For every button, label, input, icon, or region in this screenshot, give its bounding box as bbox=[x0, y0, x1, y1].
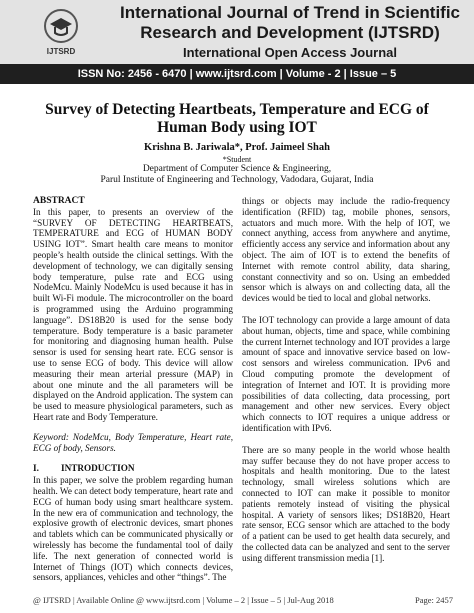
right-paragraph-2: The IOT technology can provide a large amount of data about human, objects, time and space, while combining the current Internet technology and IOT provides a large amount of space and innovative service based on low-cost sensors and wireless communication. IPv6 and Cloud computing promote the development of integration of Internet and IOT. It is providing more possibilities of data collecting, data processing, port management and other new services. Every object which connects to IOT requires a unique address or identification with IPv6. bbox=[242, 314, 450, 433]
affiliation-line-1: Department of Computer Science & Engineering, bbox=[142, 164, 332, 174]
journal-subtitle: International Open Access Journal bbox=[182, 45, 398, 60]
footer-citation: @ IJTSRD | Available Online @ www.ijtsrd.com | Volume – 2 | Issue – 5 | Jul-Aug 2018 bbox=[33, 595, 334, 605]
right-paragraph-3: There are so many people in the world whose health may suffer because they do not have proper access to hospitals and health monitoring. Due to the latest technology, small wireless solutions which are connected to IOT can make it possible to monitor patients remotely instead of visiting the physical hospital. A variety of sensors likes; DS18B20, Heart rate sensor, ECG sensor which are attached to the body of a patient can be used to get health data securely, and the collected data can be analyzed and sent to the server using different transmission media [1]. bbox=[242, 444, 450, 563]
svg-text:IJTSRD: IJTSRD bbox=[46, 47, 76, 56]
keywords: Keyword: NodeMcu, Body Temperature, Heart rate, ECG of body, Sensors. bbox=[33, 431, 233, 453]
author-role: *Student bbox=[222, 155, 252, 164]
left-column bbox=[33, 196, 233, 583]
abstract-heading: ABSTRACT bbox=[33, 196, 85, 206]
introduction-heading bbox=[33, 463, 233, 474]
paper-authors: Krishna B. Jariwala*, Prof. Jaimeel Shah bbox=[144, 142, 330, 153]
issn-line: ISSN No: 2456 - 6470 | www.ijtsrd.com | Volume - 2 | Issue – 5 bbox=[77, 68, 397, 80]
journal-header bbox=[0, 0, 474, 84]
abstract-text: In this paper, to presents an overview of the “SURVEY OF DETECTING HEARTBEATS, TEMPERATURE and ECG of HUMAN BODY USING IOT”. Smart health care means to monitor people’s health outside the clinical settings. With the development of technology, we can digitally sensing body temperature, pulse rate and ECG using NodeMcu. Mainly NodeMcu is used because it has in built Wi-Fi module. The microcontroller on the board is programmed using the Arduino programming language”. DS18B20 is used for the sense body temperature. Body temperature is a basic parameter for monitoring and diagnosing human health. Pulse sensor is used for sensing heart rate. ECG sensor is use to sense ECG of body. This device will allow measuring their mean arterial pressure (MAP) in about one minute and the all parameters will be displayed on the Android application. The system can be used to measure physiological parameters, such as Heart rate and Body Temperature. bbox=[33, 206, 233, 422]
author-affiliation bbox=[0, 164, 474, 186]
affiliation-line-2: Parul Institute of Engineering and Technology, Vadodara, Gujarat, India bbox=[100, 175, 374, 185]
section-title: INTRODUCTION bbox=[61, 463, 135, 474]
paper-title: Survey of Detecting Heartbeats, Temperature and ECG of Human Body using IOT bbox=[45, 101, 429, 136]
journal-title: International Journal of Trend in Scientific Research and Development (IJTSRD) bbox=[119, 3, 461, 42]
section-number: I. bbox=[33, 463, 39, 474]
page-number: Page: 2457 bbox=[414, 595, 453, 605]
introduction-text: In this paper, we solve the problem regarding human health. We can detect body temperature, heart rate and ECG of human body using smart healthcare system. In the new era of communication and technology, the explosive growth of electronic devices, smart phones and tablets which can be communicated physically or wirelessly has become the fundamental tool of daily life. The next generation of connected world is Internet of Things (IOT) which connects devices, sensors, appliances, vehicles and other “things”. The bbox=[33, 475, 233, 583]
right-column bbox=[242, 196, 450, 564]
journal-logo-icon bbox=[36, 4, 86, 58]
right-paragraph-1: things or objects may include the radio-frequency identification (RFID) tag, mobile phones, sensors, actuators and much more. With the help of IOT, we connect anything, access from anywhere and anytime, efficiently access any service and information about any object. The aim of IOT is to extend the benefits of Internet with remote control ability, data sharing, constant connectivity and so on. Using an embedded sensor which is always on and collecting data, all the devices would be tied to local and global networks. bbox=[242, 196, 450, 304]
